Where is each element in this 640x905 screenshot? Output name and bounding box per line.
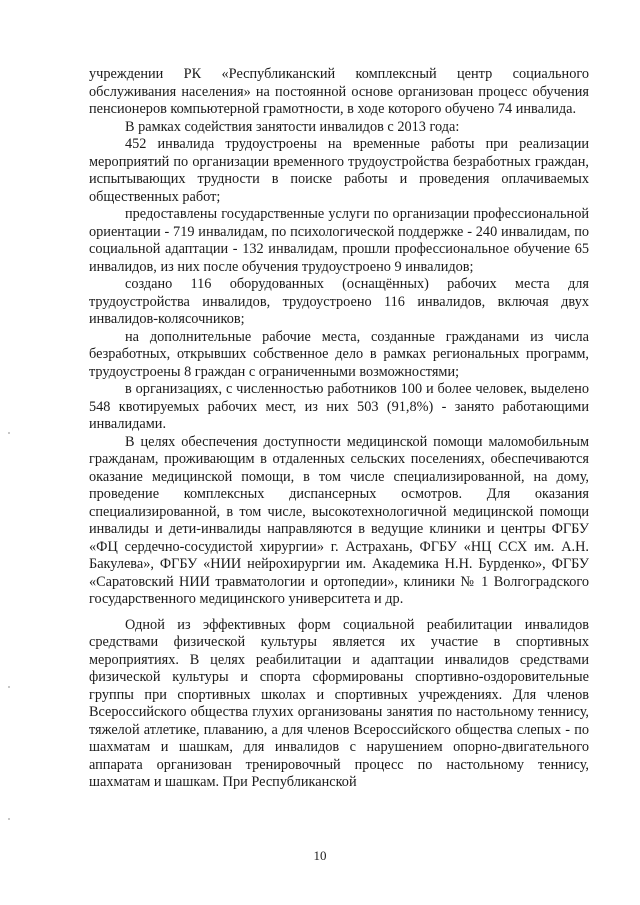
paragraph-7: в организациях, с численностью работников 100 и более человек, выделено 548 квотируемых рабочих мест, из них 503 (91,8%) - занято работающими инвалидами. <box>89 381 589 432</box>
body-text <box>89 66 589 792</box>
paragraph-4: предоставлены государственные услуги по организации профессиональной ориентации - 719 инвалидам, по психологической поддержке - 240 инвалидам, по социальной адаптации - 132 инвалидам, прошли профессиональное обучение 65 инвалидов, из них после обучения трудоустроено 9 инвалидов; <box>89 206 589 275</box>
paragraph-3: 452 инвалида трудоустроены на временные работы при реализации мероприятий по организации временного трудоустройства безработных граждан, испытывающих трудности в поиске работы и проведения оплачиваемых общественных работ; <box>89 136 589 205</box>
paragraph-6: на дополнительные рабочие места, созданные гражданами из числа безработных, открывших собственное дело в рамках региональных программ, трудоустроены 8 граждан с ограниченными возможностями; <box>89 328 589 380</box>
paragraph-1: учреждении РК «Республиканский комплексный центр социального обслуживания населения» на постоянной основе организован процесс обучения пенсионеров компьютерной грамотности, в ходе которого обучено 74 инвалида. <box>89 66 589 117</box>
scan-speck <box>8 432 10 434</box>
scan-speck <box>8 818 10 820</box>
paragraph-8: В целях обеспечения доступности медицинской помощи маломобильным гражданам, проживающим в отдаленных сельских поселениях, обеспечиваются оказание медицинской помощи, в том числе специализированной, на дому, проведение комплексных диспансерных осмотров. Для оказания специализированной, в том числе, высокотехнологичной медицинской помощи инвалиды и дети-инвалиды направляются в ведущие клиники и центры ФГБУ «ФЦ сердечно-сосудистой хирургии» г. Астрахань, ФГБУ «НЦ ССХ им. А.Н. Бакулева», ФГБУ «НИИ нейрохирургии им. Академика Н.Н. Бурденко», ФГБУ «Саратовский НИИ травматологии и ортопедии», клиники № 1 Волгоградского государственного медицинского университета и др. <box>89 433 589 607</box>
paragraph-9: Одной из эффективных форм социальной реабилитации инвалидов средствами физической культуры является их участие в спортивных мероприятиях. В целях реабилитации и адаптации инвалидов средствами физической культуры и спорта сформированы спортивно-оздоровительные группы при спортивных школах и спортивных учреждениях. Для членов Всероссийского общества глухих организованы занятия по настольному теннису, тяжелой атлетике, плаванию, а для членов Всероссийского общества слепых - по шахматам и шашкам, для инвалидов с нарушением опорно-двигательного аппарата организован тренировочный процесс по настольному теннису, шахматам и шашкам. При Республиканской <box>89 616 589 790</box>
page-number: 10 <box>313 848 327 863</box>
paragraph-2: В рамках содействия занятости инвалидов с 2013 года: <box>125 118 460 135</box>
paragraph-5: создано 116 оборудованных (оснащённых) рабочих места для трудоустройства инвалидов, трудоустроено 116 инвалидов, включая двух инвалидов-колясочников; <box>89 276 589 327</box>
scan-speck <box>8 686 10 688</box>
